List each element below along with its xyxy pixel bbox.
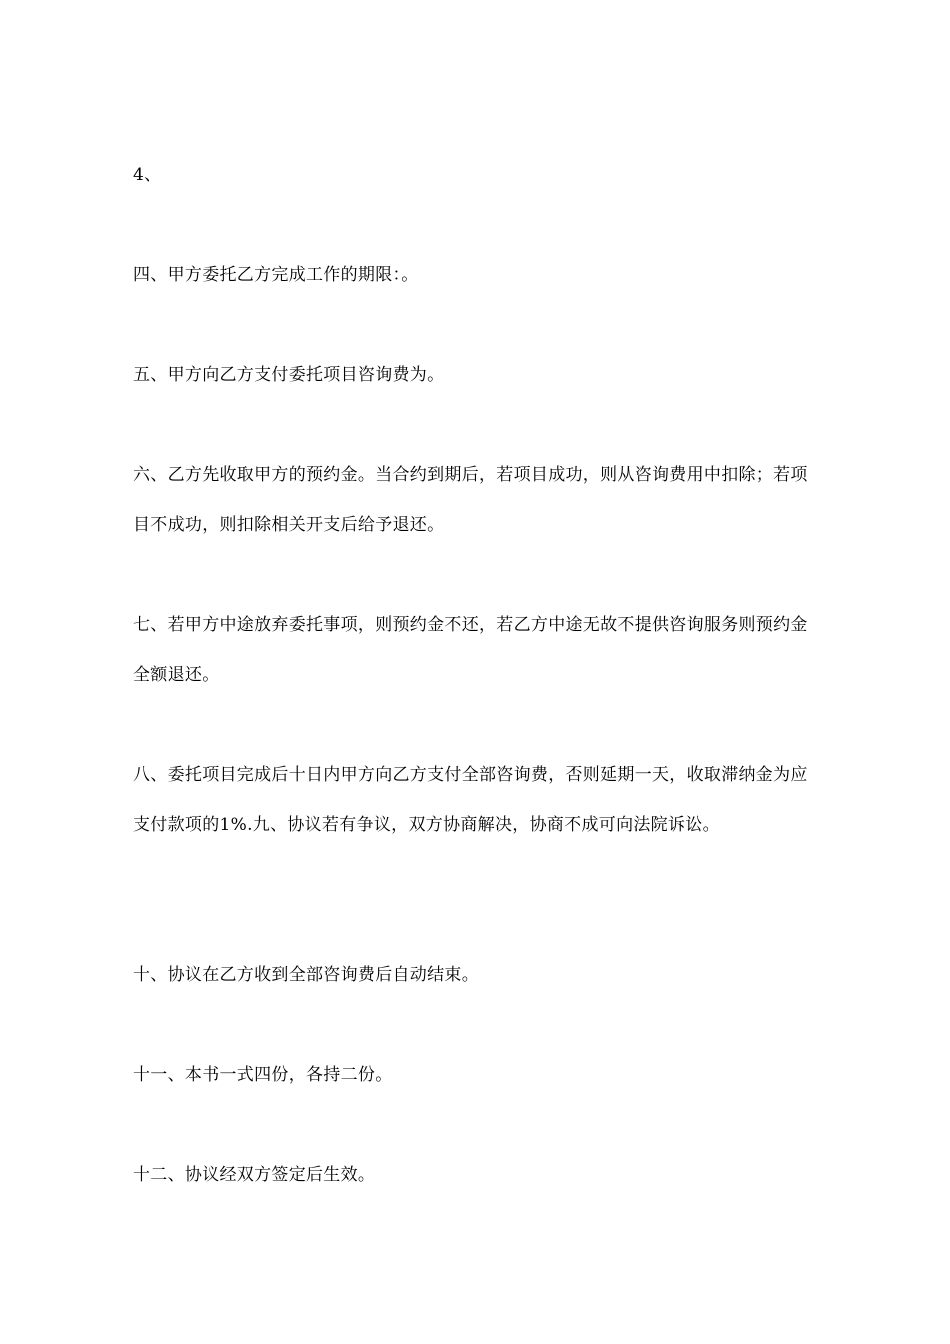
paragraph-clause-12-effective: 十二、协议经双方签定后生效。 xyxy=(133,1165,376,1185)
paragraph-clause-4-deadline: 四、甲方委托乙方完成工作的期限：。 xyxy=(133,265,419,285)
paragraph-clause-5-fee: 五、甲方向乙方支付委托项目咨询费为。 xyxy=(133,365,445,385)
paragraph-clause-8-9-payment-dispute: 八、委托项目完成后十日内甲方向乙方支付全部咨询费，否则延期一天，收取滞纳金为应支付款项的1%.九、协议若有争议，双方协商解决，协商不成可向法院诉讼。 xyxy=(133,765,808,835)
paragraph-clause-10-termination: 十、协议在乙方收到全部咨询费后自动结束。 xyxy=(133,965,479,985)
paragraph-clause-11-copies: 十一、本书一式四份，各持二份。 xyxy=(133,1065,393,1085)
paragraph-item-4: 4、 xyxy=(133,165,162,185)
paragraph-clause-7-cancellation: 七、若甲方中途放弃委托事项，则预约金不还，若乙方中途无故不提供咨询服务则预约金全额退还。 xyxy=(133,615,808,685)
paragraph-clause-6-deposit: 六、乙方先收取甲方的预约金。当合约到期后，若项目成功，则从咨询费用中扣除；若项目不成功，则扣除相关开支后给予退还。 xyxy=(133,465,808,535)
